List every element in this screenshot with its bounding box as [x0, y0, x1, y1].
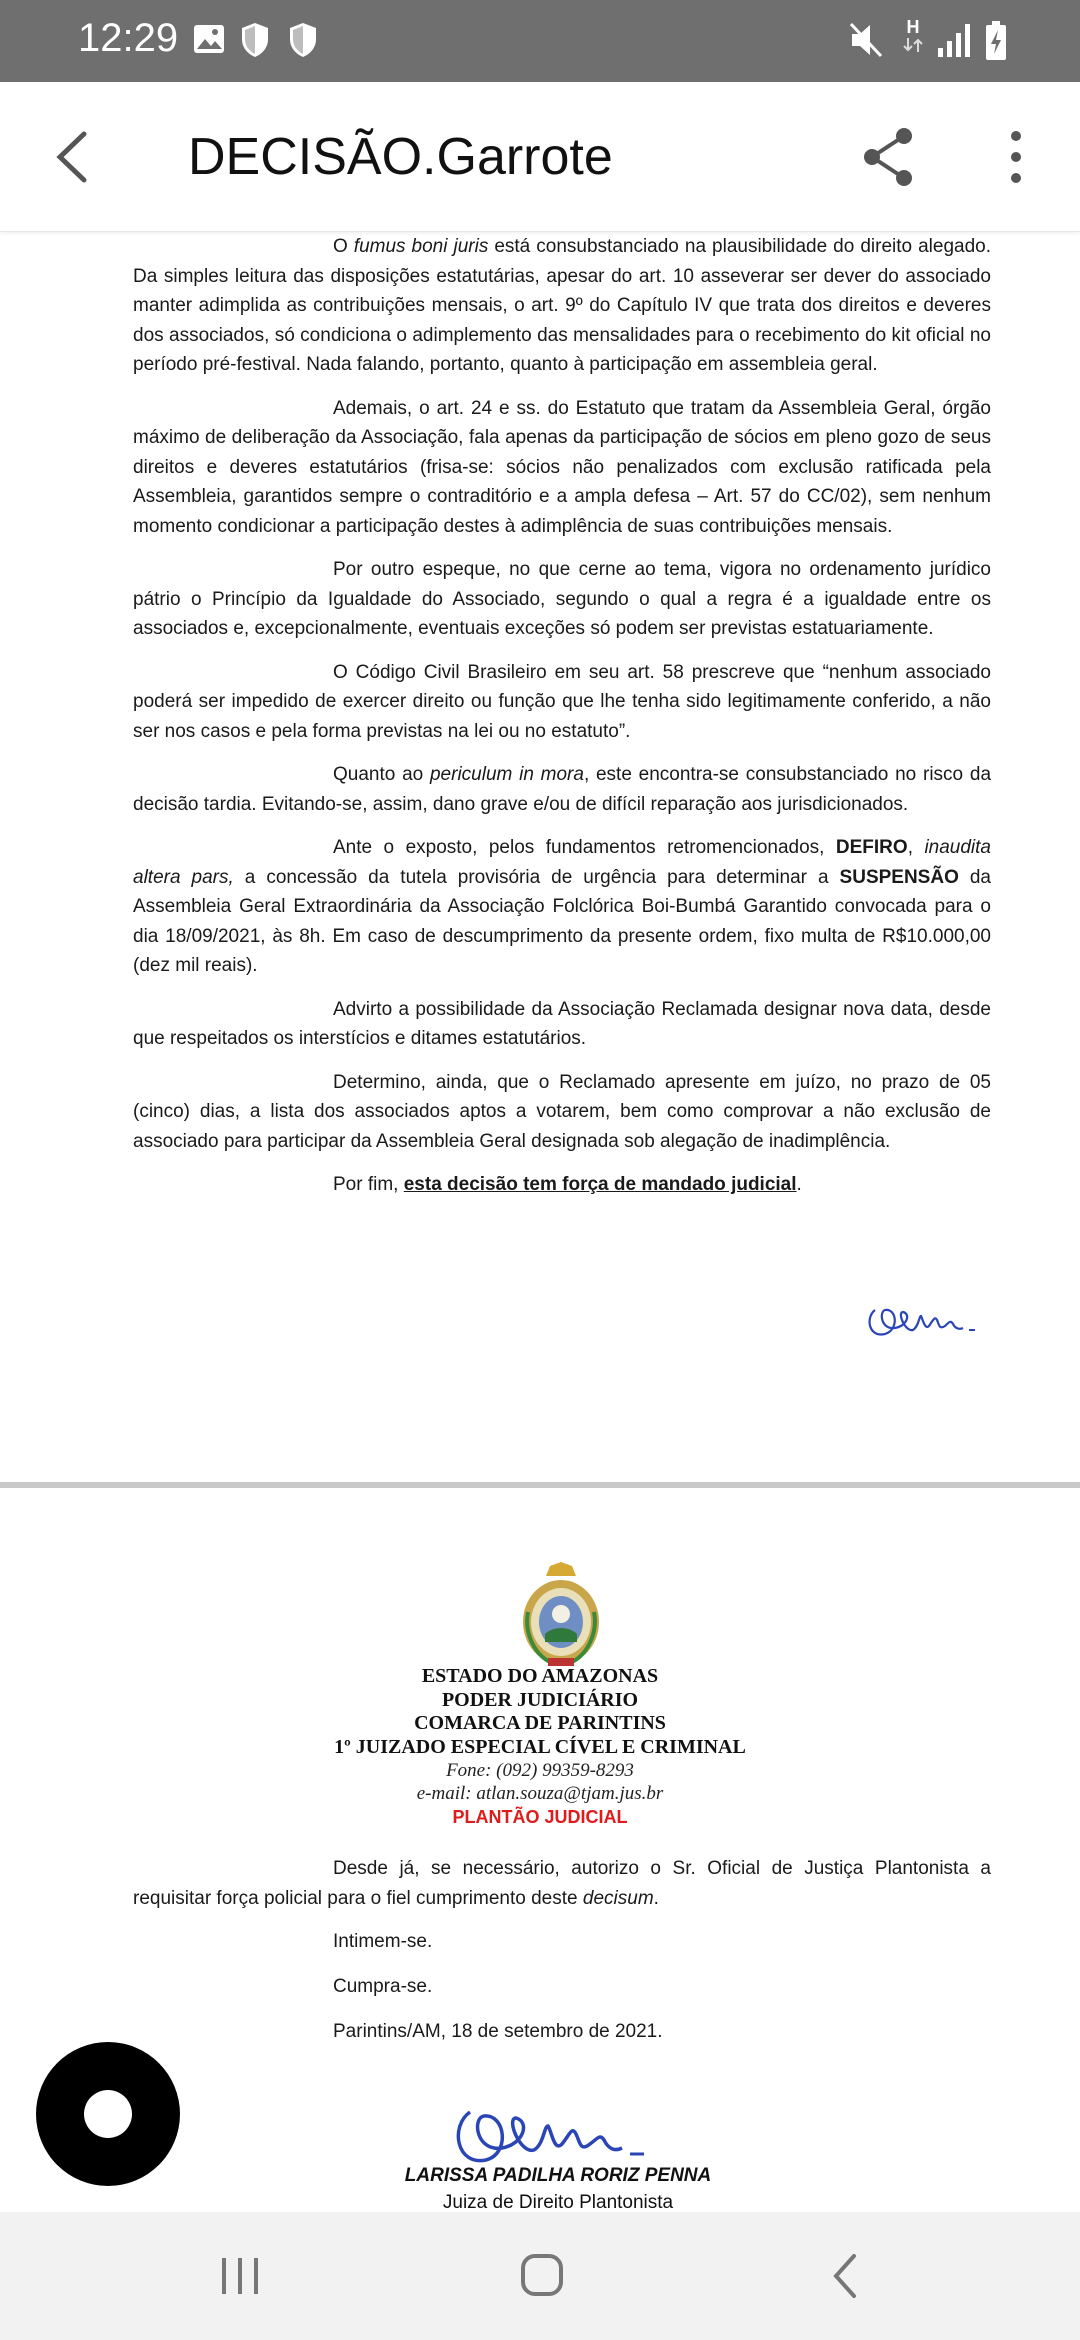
- header-phone: Fone: (092) 99359-8293: [446, 1760, 634, 1781]
- home-icon: [512, 2248, 572, 2304]
- header-juizado: 1º JUIZADO ESPECIAL CÍVEL E CRIMINAL: [334, 1735, 746, 1758]
- header-email: e-mail: atlan.souza@tjam.jus.br: [416, 1783, 664, 1804]
- court-header: [0, 1665, 1080, 1830]
- shield-icon: [288, 22, 318, 58]
- mute-icon: [848, 20, 884, 60]
- signer-name: LARISSA PADILHA RORIZ PENNA: [404, 2165, 712, 2186]
- status-time: 12:29: [78, 16, 179, 60]
- nav-back-button[interactable]: [816, 2248, 876, 2304]
- recent-apps-icon: [210, 2248, 270, 2304]
- back-button[interactable]: [44, 122, 104, 192]
- more-vert-icon: [996, 122, 1036, 192]
- document-title: DECISÃO.Garrote: [188, 128, 613, 186]
- signer-role: Juiza de Direito Plantonista: [442, 2192, 674, 2212]
- paragraph-defiro: Ante o exposto, pelos fundamentos retromencionados, DEFIRO, inaudita altera pars, a concessão da tutela provisória de urgência para determinar a SUSPENSÃO da Assembleia Geral Extraordinária da Associação Folclórica Boi-Bumbá Garantido convocada para o dia 18/09/2021, às 8h. Em caso de descumprimento da presente ordem, fixo multa de R$10.000,00 (dez mil reais).: [133, 837, 991, 976]
- header-comarca: COMARCA DE PARINTINS: [414, 1712, 666, 1734]
- header-power: PODER JUDICIÁRIO: [441, 1688, 639, 1711]
- paragraph-fumus: O fumus boni juris está consubstanciado na plausibilidade do direito alegado. Da simples leitura das disposições estatutárias, apesar do art. 10 asseverar ser dever do associado manter adimplida as contribuições mensais, o art. 9º do Capítulo IV que trata dos direitos e deveres dos associados, só condiciona o adimplemento das mensalidades para o recebimento do kit oficial no período pré-festival. Nada falando, portanto, quanto à participação em assembleia geral.: [133, 236, 991, 375]
- status-bar: [0, 0, 1080, 82]
- signal-icon: [936, 20, 976, 60]
- paragraph-advirto: Advirto a possibilidade da Associação Reclamada designar nova data, desde que respeitados os interstícios e ditames estatutários.: [133, 998, 991, 1049]
- home-button[interactable]: [512, 2248, 572, 2304]
- paragraph-determino: Determino, ainda, que o Reclamado apresente em juízo, no prazo de 05 (cinco) dias, a lista dos associados aptos a votarem, bem como comprovar a não exclusão de associado para participar da Assembleia Geral designada sob alegação de inadimplência.: [133, 1071, 991, 1152]
- paragraph-por-fim: Por fim, esta decisão tem força de mandado judicial.: [333, 1174, 802, 1195]
- page-divider: [0, 1482, 1080, 1488]
- header-state: ESTADO DO AMAZONAS: [421, 1665, 659, 1687]
- page-1: [133, 232, 991, 1214]
- signature-image: [855, 1290, 1015, 1350]
- app-bar: [0, 82, 1080, 232]
- coat-of-arms-emblem: [520, 1562, 602, 1670]
- header-plantao: PLANTÃO JUDICIAL: [452, 1807, 628, 1827]
- line-date: Parintins/AM, 18 de setembro de 2021.: [333, 2021, 663, 2042]
- network-h-icon: [902, 18, 924, 58]
- page-2: [133, 1854, 991, 2062]
- image-icon: [192, 22, 226, 56]
- recent-apps-button[interactable]: [210, 2248, 270, 2304]
- battery-charging-icon: [984, 20, 1008, 62]
- floating-disc-button[interactable]: [36, 2042, 180, 2186]
- document-viewer[interactable]: [0, 232, 1080, 2212]
- shield-icon: [240, 22, 270, 58]
- disc-thumbnail-icon: [84, 2090, 132, 2138]
- nav-back-icon: [816, 2248, 876, 2304]
- share-icon: [858, 122, 922, 192]
- network-label: H: [906, 17, 920, 37]
- line-intimem: Intimem-se.: [333, 1931, 433, 1952]
- navigation-bar: [0, 2212, 1080, 2340]
- back-arrow-icon: [44, 122, 104, 192]
- share-button[interactable]: [858, 122, 922, 192]
- paragraph-igualdade: Por outro espeque, no que cerne ao tema, vigora no ordenamento jurídico pátrio o Princípio da Igualdade do Associado, segundo o qual a regra é a igualdade entre os associados e, excepcionalmente, eventuais exceções só podem ser previstas estatuariamente.: [133, 559, 991, 639]
- more-options-button[interactable]: [996, 122, 1036, 192]
- line-cumpra: Cumpra-se.: [333, 1976, 433, 1997]
- paragraph-periculum: Quanto ao periculum in mora, este encontra-se consubstanciado no risco da decisão tardia. Evitando-se, assim, dano grave e/ou de difícil reparação aos jurisdicionados.: [133, 764, 992, 815]
- paragraph-codigo-civil: O Código Civil Brasileiro em seu art. 58 prescreve que “nenhum associado poderá ser impedido de exercer direito ou função que lhe tenha sido legitimamente conferido, a não ser nos casos e pela forma previstas na lei ou no estatuto”.: [133, 661, 991, 742]
- paragraph-estatuto: Ademais, o art. 24 e ss. do Estatuto que tratam da Assembleia Geral, órgão máximo de deliberação da Associação, fala apenas da participação de sócios em pleno gozo de seus direitos e deveres estatutários (frisa-se: sócios não penalizados com exclusão ratificada pela Assembleia, garantidos sempre o contraditório e a ampla defesa – Art. 57 do CC/02), sem nenhum momento condicionar a participação destes à adimplência de suas contribuições mensais.: [133, 397, 991, 537]
- paragraph-desde-ja: Desde já, se necessário, autorizo o Sr. Oficial de Justiça Plantonista a requisitar força policial para o fiel cumprimento deste decisum.: [133, 1858, 991, 1909]
